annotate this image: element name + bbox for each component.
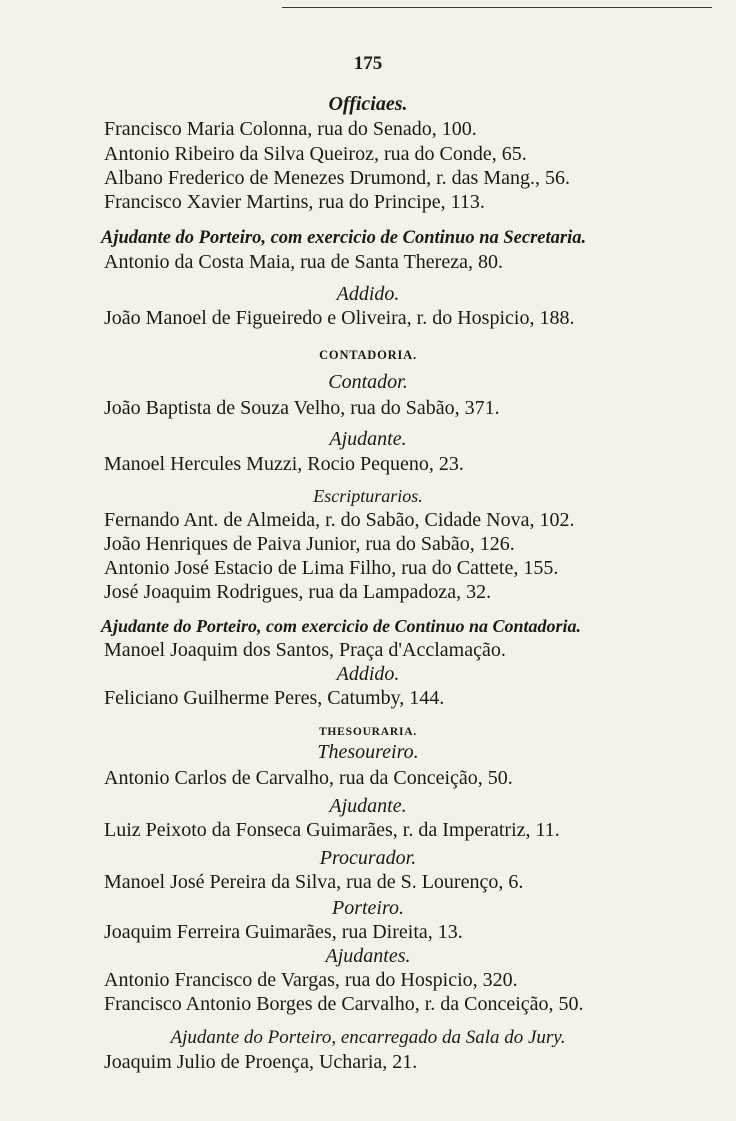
list-item: Manoel Joaquim dos Santos, Praça d'Acclamação. <box>104 639 506 661</box>
list-item: Luiz Peixoto da Fonseca Guimarães, r. da Imperatriz, 11. <box>104 819 560 841</box>
list-item: Feliciano Guilherme Peres, Catumby, 144. <box>104 687 445 709</box>
list-item: Manoel José Pereira da Silva, rua de S. Lourenço, 6. <box>104 871 524 893</box>
list-item: Antonio Carlos de Carvalho, rua da Conceição, 50. <box>104 767 513 789</box>
list-item: João Manoel de Figueiredo e Oliveira, r. do Hospicio, 188. <box>104 307 575 329</box>
list-item: Manoel Hercules Muzzi, Rocio Pequeno, 23. <box>104 453 464 475</box>
list-item: Antonio Ribeiro da Silva Queiroz, rua do Conde, 65. <box>104 143 527 165</box>
heading-ajudante: Ajudante. <box>329 428 407 450</box>
page-number: 175 <box>353 53 383 74</box>
list-item: João Baptista de Souza Velho, rua do Sabão, 371. <box>104 397 500 419</box>
list-item: Joaquim Julio de Proença, Ucharia, 21. <box>104 1051 418 1073</box>
heading-ajudante-porteiro-contadoria: Ajudante do Porteiro, com exercicio de Continuo na Contadoria. <box>101 616 582 636</box>
list-item: João Henriques de Paiva Junior, rua do Sabão, 126. <box>104 533 515 555</box>
list-item: Antonio da Costa Maia, rua de Santa Thereza, 80. <box>104 251 503 273</box>
heading-ajudante-porteiro: Ajudante do Porteiro, com exercicio de Continuo na Secretaria. <box>101 228 587 248</box>
heading-addido-2: Addido. <box>336 663 400 685</box>
list-item: Francisco Maria Colonna, rua do Senado, 100. <box>104 118 477 140</box>
list-item: Antonio José Estacio de Lima Filho, rua do Cattete, 155. <box>104 557 559 579</box>
heading-procurador: Procurador. <box>319 847 417 869</box>
list-item: José Joaquim Rodrigues, rua da Lampadoza, 32. <box>104 581 492 603</box>
section-contadoria: CONTADORIA. <box>319 348 417 362</box>
heading-contador: Contador. <box>328 371 408 393</box>
list-item: Francisco Antonio Borges de Carvalho, r. da Conceição, 50. <box>104 993 584 1015</box>
list-item: Francisco Xavier Martins, rua do Principe, 113. <box>104 191 485 213</box>
heading-escripturarios: Escripturarios. <box>313 486 423 506</box>
heading-ajudantes: Ajudantes. <box>325 945 411 967</box>
list-item: Joaquim Ferreira Guimarães, rua Direita, 13. <box>104 921 463 943</box>
list-item: Albano Frederico de Menezes Drumond, r. das Mang., 56. <box>104 167 570 189</box>
heading-thesoureiro: Thesoureiro. <box>317 741 419 763</box>
heading-ajudante-porteiro-jury: Ajudante do Porteiro, encarregado da Sala do Jury. <box>170 1027 566 1048</box>
section-thesouraria: THESOURARIA. <box>318 726 418 738</box>
list-item: Fernando Ant. de Almeida, r. do Sabão, Cidade Nova, 102. <box>104 509 575 531</box>
heading-porteiro: Porteiro. <box>331 897 405 919</box>
list-item: Antonio Francisco de Vargas, rua do Hospicio, 320. <box>104 969 518 991</box>
heading-officiaes: Officiaes. <box>328 93 408 115</box>
heading-ajudante-2: Ajudante. <box>329 795 407 817</box>
heading-addido: Addido. <box>336 283 400 305</box>
